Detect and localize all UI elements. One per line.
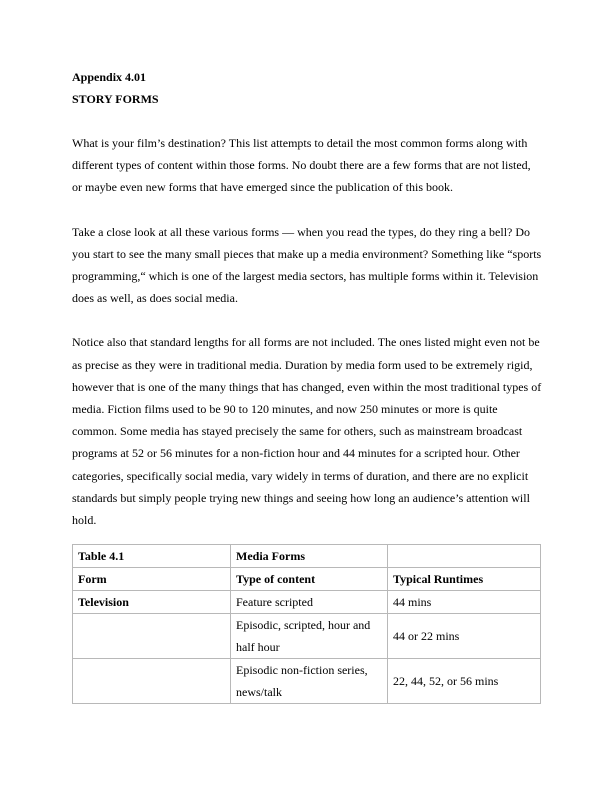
table-cell-form — [73, 614, 231, 659]
paragraph-durations: Notice also that standard lengths for all forms are not included. The ones listed might even not be as precise as they were in traditional media. Duration by media form used to be extremely rigid, however that is one of the many things that has changed, even within the most traditional types of media. Fiction films used to be 90 to 120 minutes, and now 250 minutes or more is quite common. Some media has stayed precisely the same for others, such as mainstream broadcast programs at 52 or 56 minutes for a non-fiction hour and 44 minutes for a scripted hour. Other categories, specifically social media, vary widely in terms of duration, and there are no explicit standards but simply people trying new things and seeing how long an audience’s attention will hold. — [72, 335, 542, 528]
column-header-runtime: Typical Runtimes — [388, 568, 541, 591]
table-cell-runtime: 44 mins — [388, 591, 541, 614]
table-cell-content: Episodic, scripted, hour and half hour — [231, 614, 388, 659]
table-cell-form: Television — [73, 591, 231, 614]
table-cell-content: Episodic non-fiction series, news/talk — [231, 659, 388, 704]
table-caption: Media Forms — [231, 545, 388, 568]
appendix-title: STORY FORMS — [72, 92, 159, 106]
paragraph-intro: What is your film’s destination? This list attempts to detail the most common forms along with different types of content within those forms. No doubt there are a few forms that are not listed, or maybe even new forms that have emerged since the publication of this book. — [72, 136, 531, 195]
appendix-label: Appendix 4.01 — [72, 70, 147, 84]
table-caption-row — [73, 545, 541, 568]
table-label: Table 4.1 — [73, 545, 231, 568]
table-cell-content: Feature scripted — [231, 591, 388, 614]
table-row — [73, 591, 541, 614]
column-header-content: Type of content — [231, 568, 388, 591]
column-header-form: Form — [73, 568, 231, 591]
table-row — [73, 614, 541, 659]
document-body — [72, 66, 542, 531]
media-forms-table — [72, 544, 541, 704]
table-cell-runtime: 44 or 22 mins — [388, 614, 541, 659]
table-header-row — [73, 568, 541, 591]
table-row — [73, 659, 541, 704]
table-caption-empty-cell — [388, 545, 541, 568]
paragraph-forms: Take a close look at all these various forms — when you read the types, do they ring a bell? Do you start to see the many small pieces that make up a media environment? Something like “sports programming,“ which is one of the largest media sectors, has multiple forms within it. Television does as well, as does social media. — [72, 224, 542, 306]
table-cell-form — [73, 659, 231, 704]
table-cell-runtime: 22, 44, 52, or 56 mins — [388, 659, 541, 704]
